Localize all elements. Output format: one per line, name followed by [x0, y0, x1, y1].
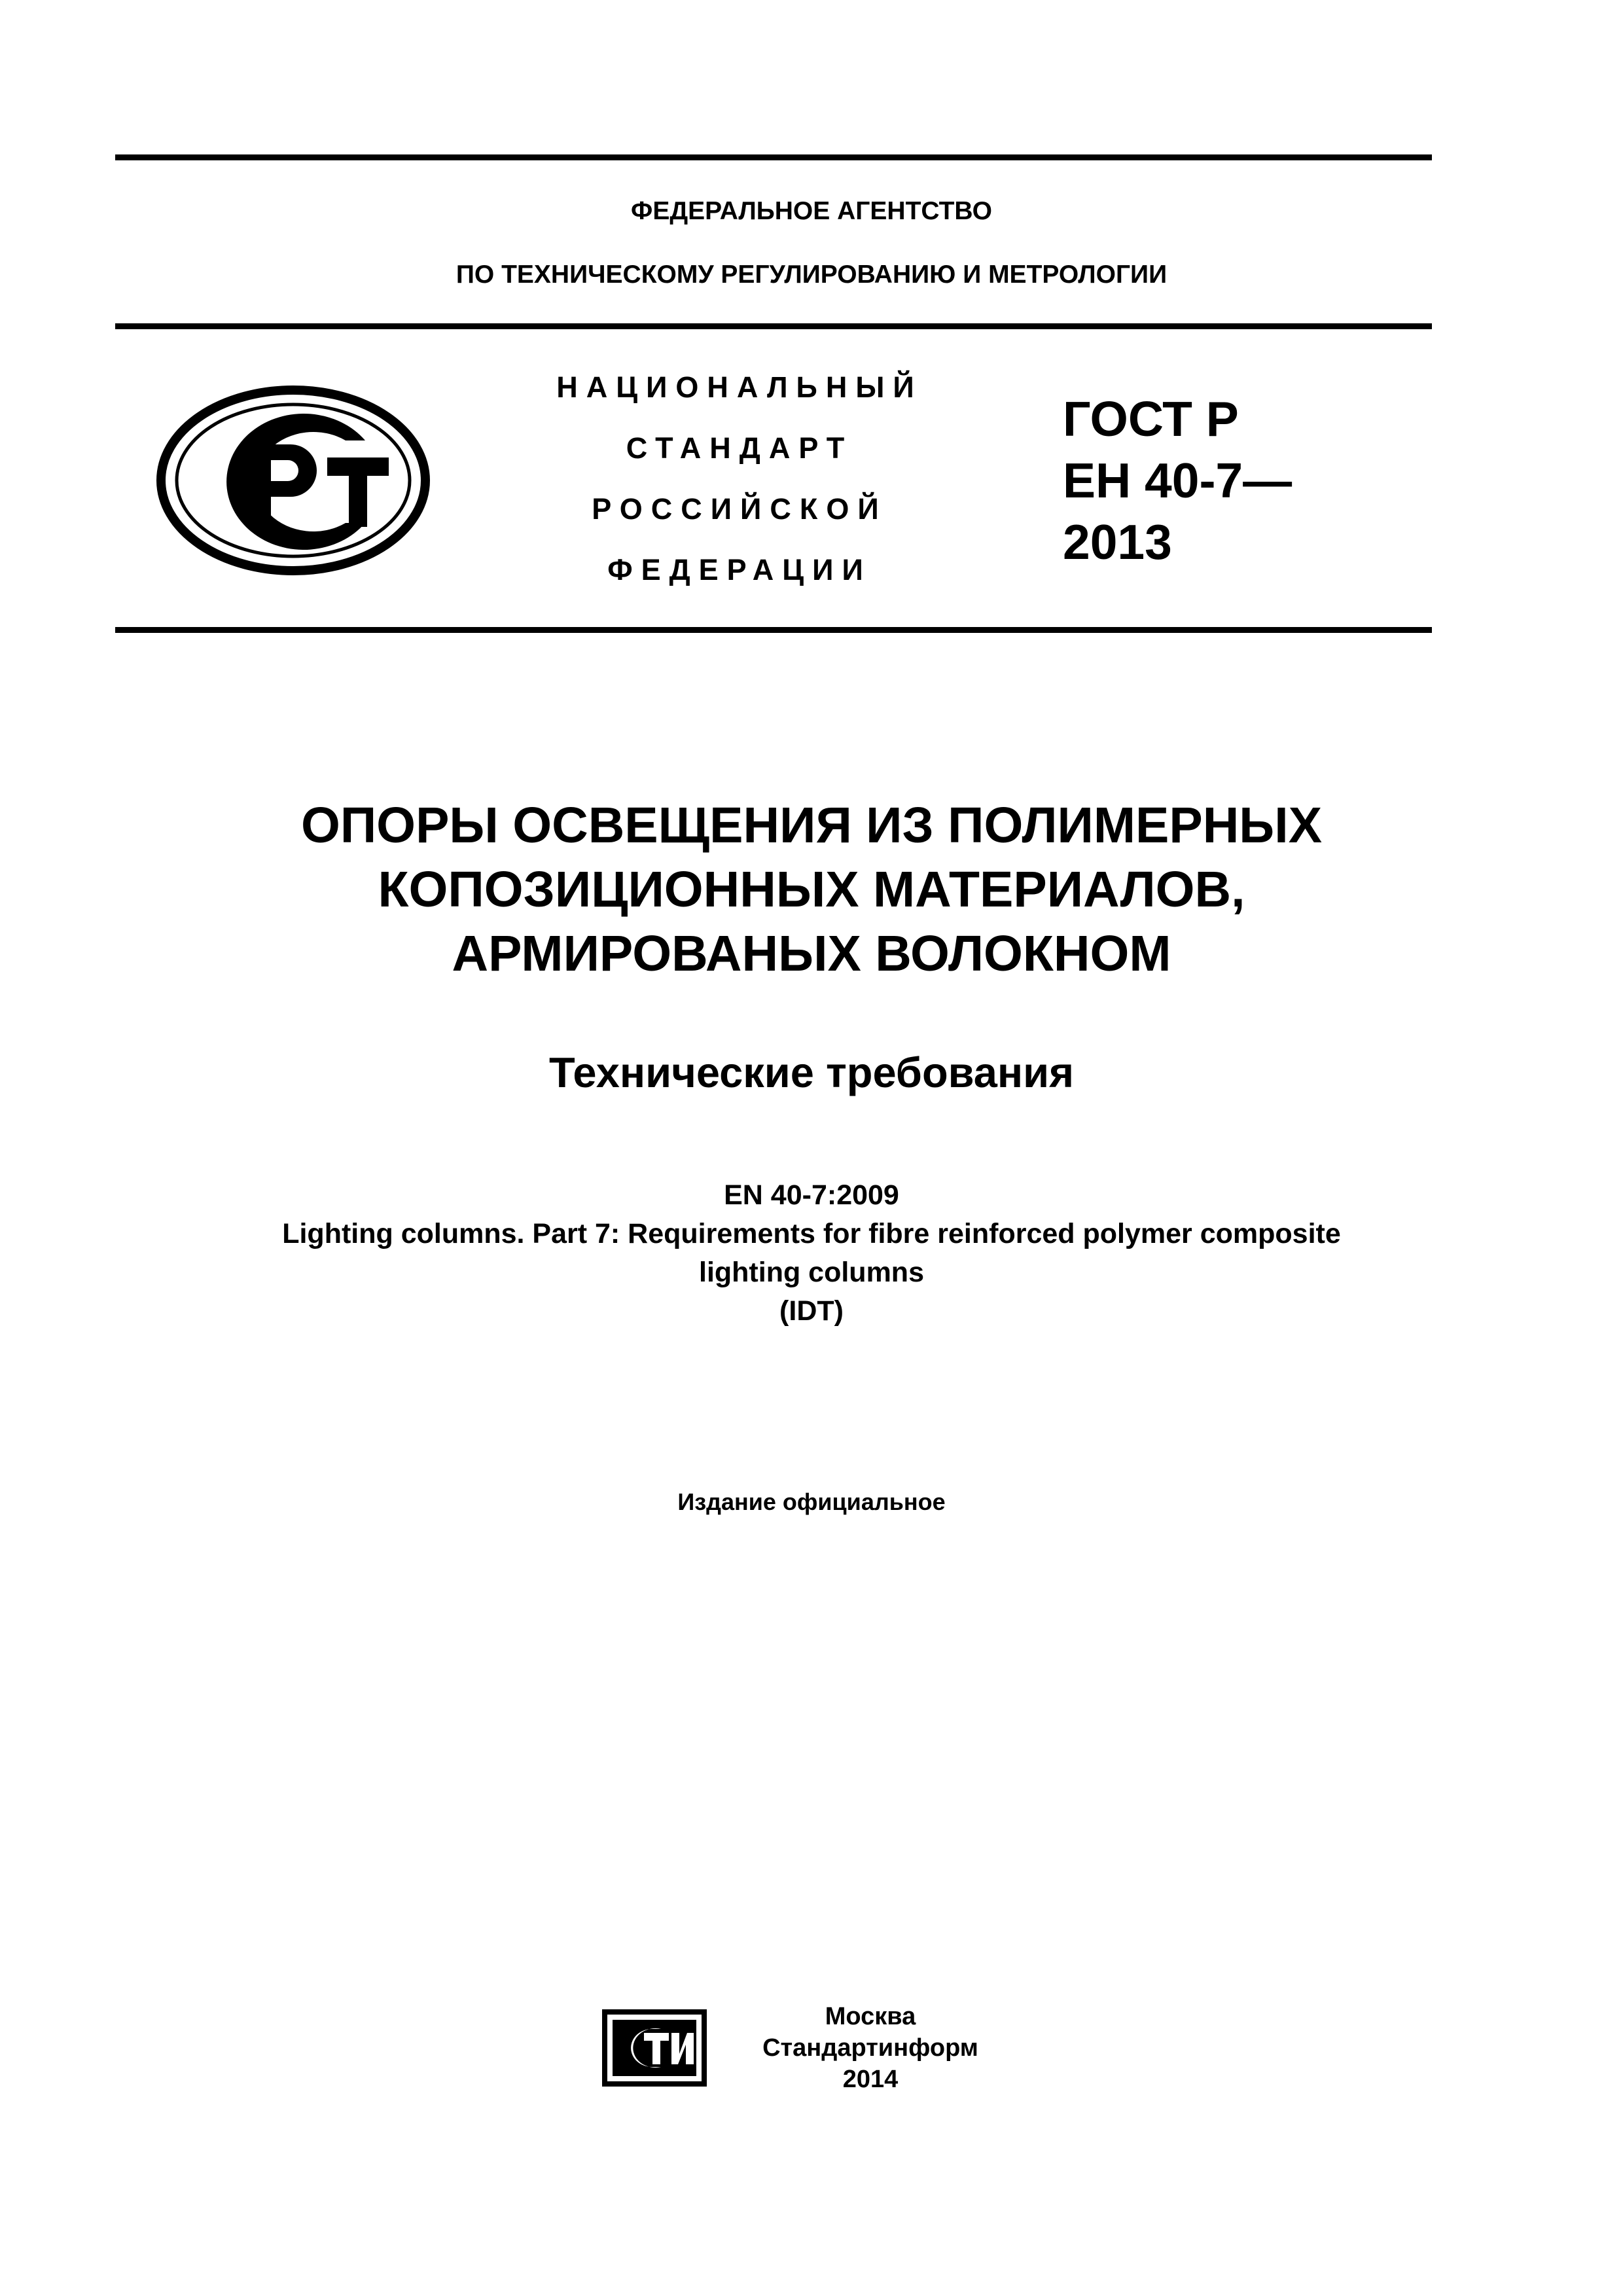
gost-code-line-2: ЕН 40-7—	[1063, 453, 1293, 508]
gost-code-line-1: ГОСТ Р	[1063, 391, 1239, 446]
publisher-name: Стандартинформ	[762, 2034, 978, 2062]
standard-block-bottom-rule	[115, 627, 1432, 633]
edition-label: Издание официальное	[677, 1488, 946, 1515]
standartinform-logo-icon	[601, 2007, 708, 2089]
publisher-city: Москва	[825, 2003, 916, 2030]
document-subtitle: Технические требования	[548, 1049, 1075, 1096]
publisher-year: 2014	[842, 2066, 899, 2093]
en-reference-line-3: lighting columns	[699, 1257, 924, 1288]
national-standard-label	[517, 357, 962, 600]
gost-code	[1063, 388, 1292, 573]
national-standard-line-3: РОССИЙСКОЙ	[592, 492, 887, 526]
en-reference-line-4: (IDT)	[779, 1295, 844, 1327]
national-standard-line-1: НАЦИОНАЛЬНЫЙ	[556, 370, 923, 404]
en-reference-line-2: Lighting columns. Part 7: Requirements for fibre reinforced polymer composite	[282, 1218, 1341, 1249]
agency-line-1: ФЕДЕРАЛЬНОЕ АГЕНТСТВО	[631, 197, 992, 225]
national-standard-line-2: СТАНДАРТ	[626, 431, 853, 465]
header-divider-rule	[115, 323, 1432, 329]
publisher-block	[740, 2001, 1001, 2095]
title-line-1: ОПОРЫ ОСВЕЩЕНИЯ ИЗ ПОЛИМЕРНЫХ	[300, 797, 1323, 853]
title-line-2: КОПОЗИЦИОННЫХ МАТЕРИАЛОВ,	[378, 861, 1245, 918]
en-reference	[0, 1176, 1623, 1331]
national-standard-line-4: ФЕДЕРАЦИИ	[607, 553, 872, 586]
title-line-3: АРМИРОВАНЫХ ВОЛОКНОМ	[452, 925, 1171, 982]
rst-conformity-mark-icon	[156, 384, 431, 577]
gost-code-line-3: 2013	[1063, 514, 1172, 569]
document-title	[0, 793, 1623, 986]
top-rule	[115, 154, 1432, 160]
en-reference-line-1: EN 40-7:2009	[724, 1179, 899, 1211]
agency-line-2: ПО ТЕХНИЧЕСКОМУ РЕГУЛИРОВАНИЮ И МЕТРОЛОГИИ	[455, 260, 1168, 289]
